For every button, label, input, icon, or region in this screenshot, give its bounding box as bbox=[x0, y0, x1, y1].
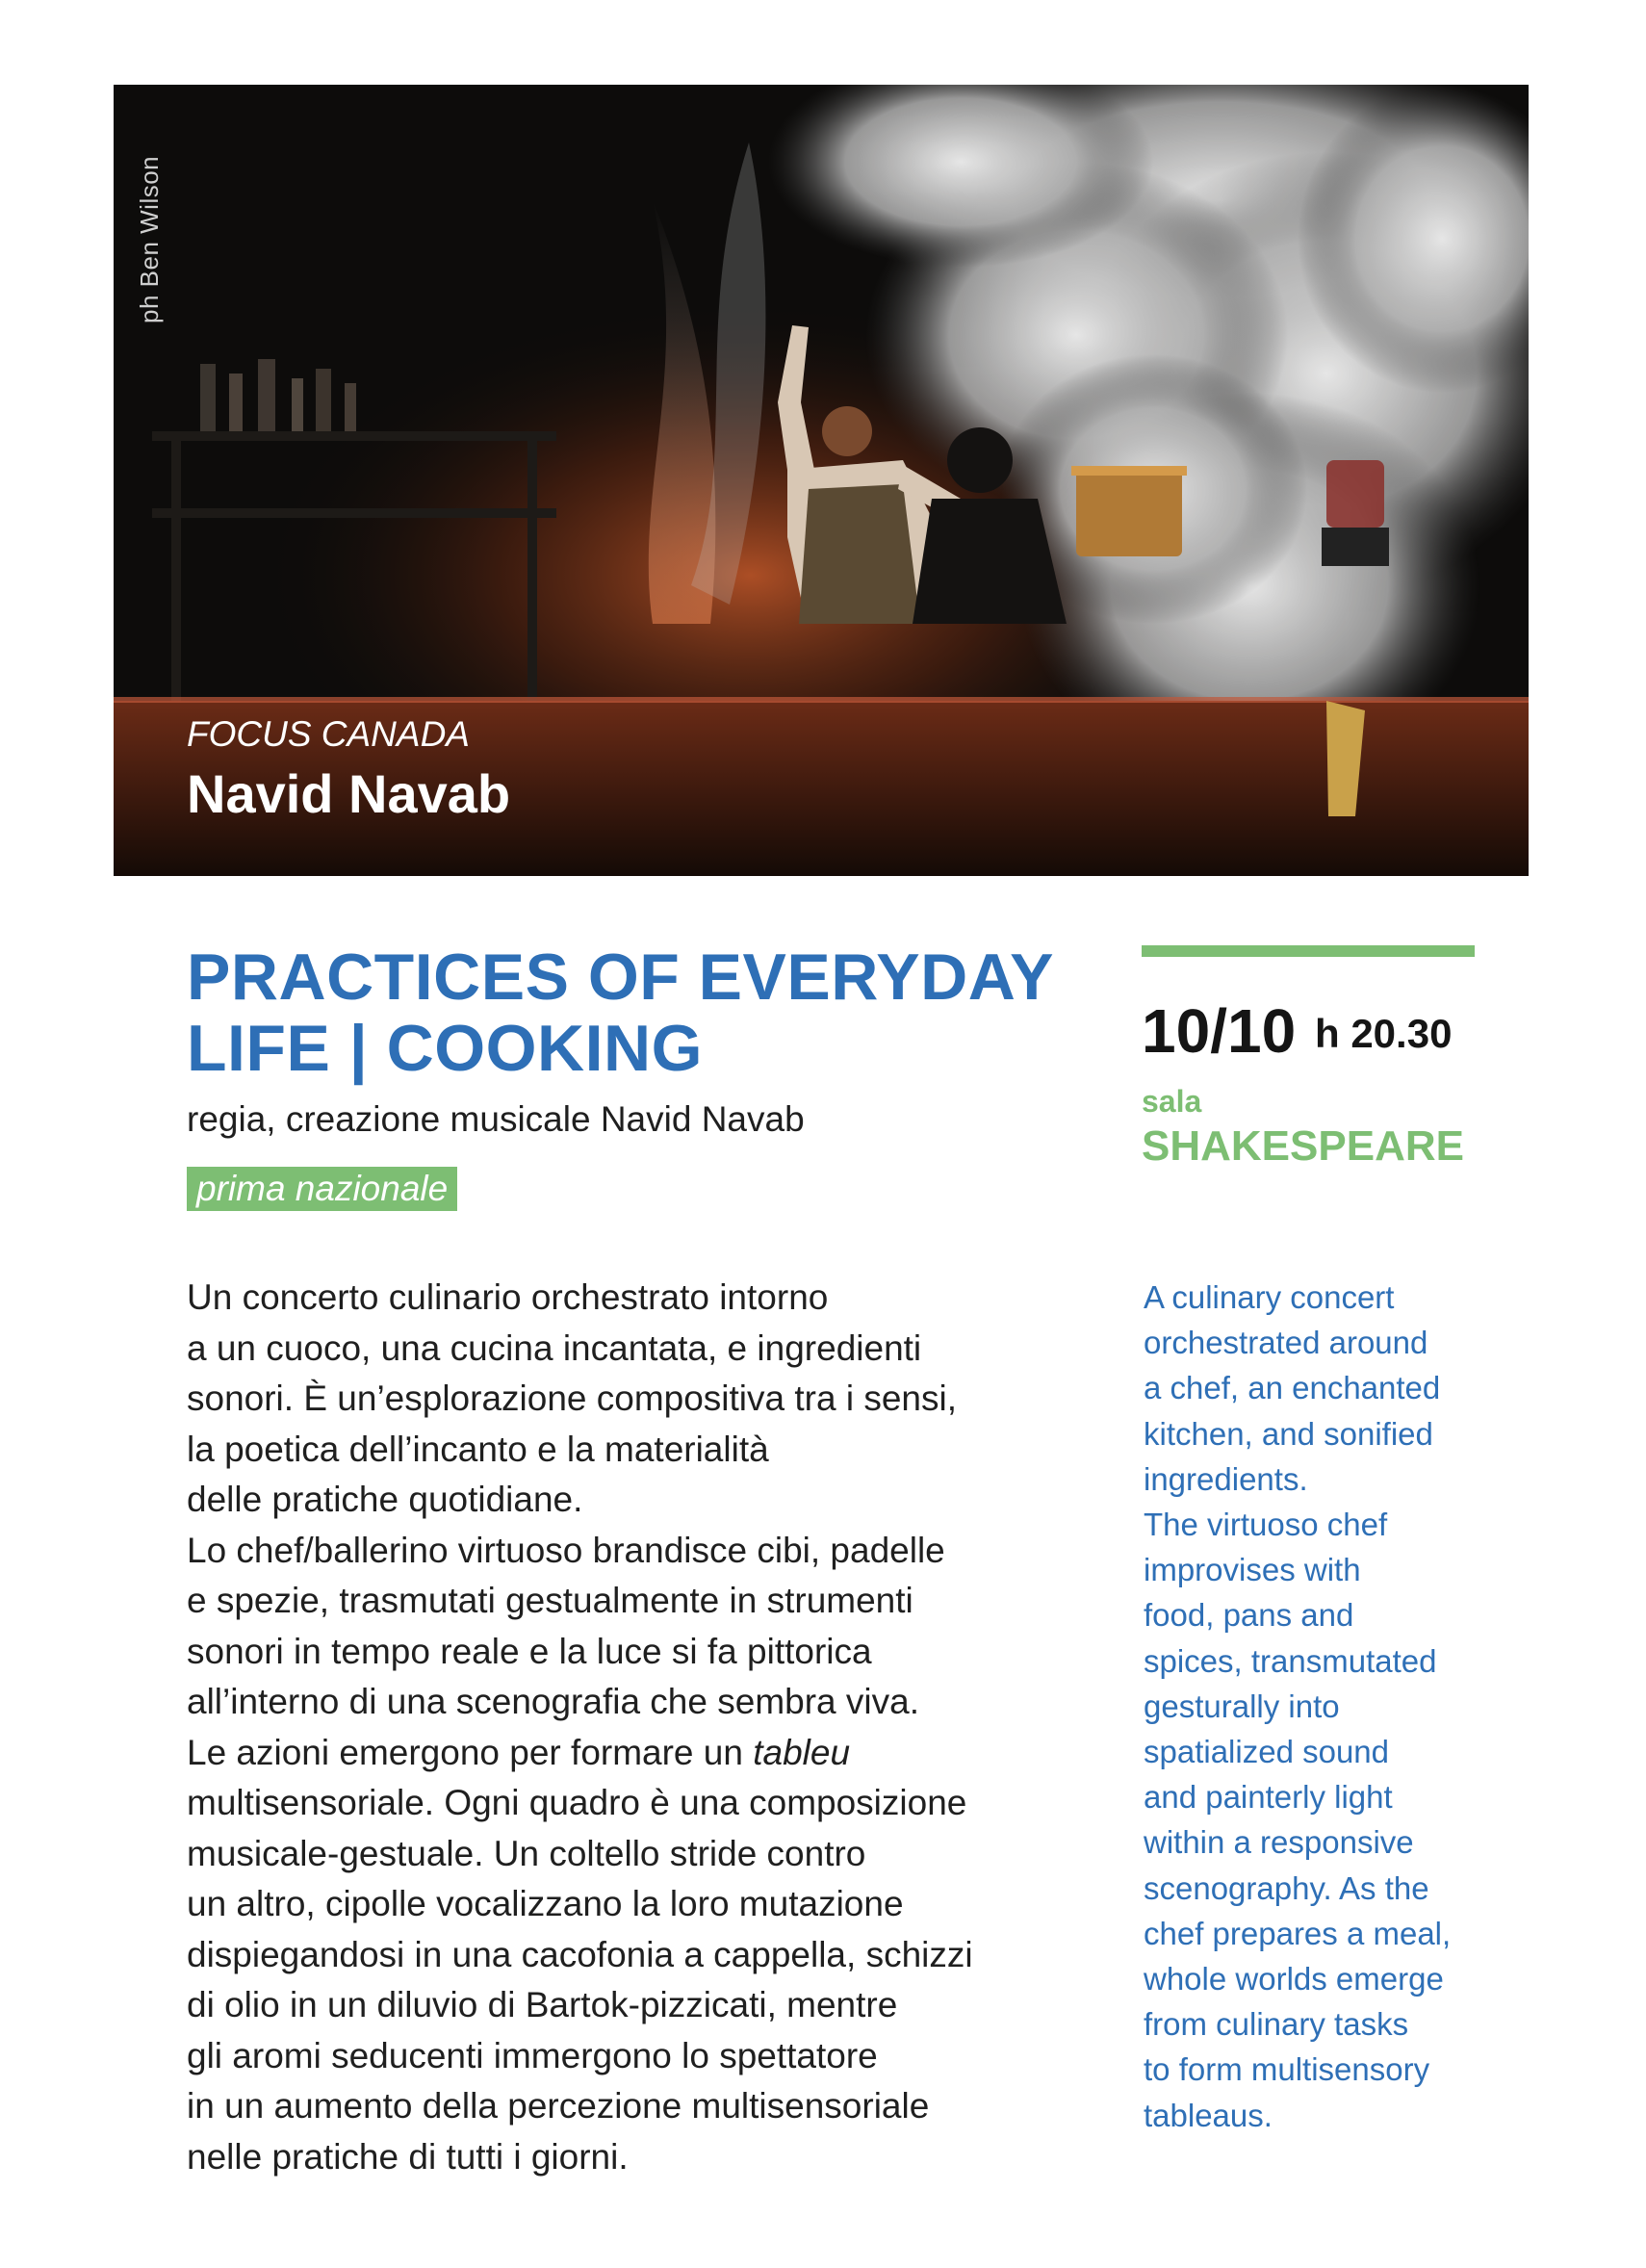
description-it-line: musicale-gestuale. Un coltello stride contro bbox=[187, 1833, 866, 1873]
description-it-line: gli aromi seducenti immergono lo spettatore bbox=[187, 2035, 878, 2075]
description-it-line: in un aumento della percezione multisensoriale bbox=[187, 2086, 930, 2126]
description-it-line: delle pratiche quotidiane. bbox=[187, 1480, 583, 1519]
artist-name: Navid Navab bbox=[187, 763, 511, 824]
description-it-line: sonori in tempo reale e la luce si fa pittorica bbox=[187, 1631, 872, 1671]
description-en-line: tableaus. bbox=[1144, 2097, 1273, 2133]
description-en-line: gesturally into bbox=[1144, 1688, 1340, 1724]
show-title bbox=[187, 941, 1053, 1084]
description-en-line: A culinary concert bbox=[1144, 1279, 1395, 1315]
description-en-line: and painterly light bbox=[1144, 1779, 1393, 1816]
description-en-line: to form multisensory bbox=[1144, 2051, 1430, 2088]
show-date: 10/10 bbox=[1142, 996, 1297, 1066]
description-it-line: Un concerto culinario orchestrato intorno bbox=[187, 1277, 829, 1317]
description-it-line: dispiegandosi in una cacofonia a cappella, schizzi bbox=[187, 1934, 973, 1974]
description-it-line: all’interno di una scenografia che sembra viva. bbox=[187, 1682, 919, 1721]
focus-kicker: FOCUS CANADA bbox=[187, 714, 470, 754]
description-en-line: kitchen, and sonified bbox=[1144, 1415, 1433, 1452]
show-title-line-2: LIFE | COOKING bbox=[187, 1012, 704, 1085]
venue-name: SHAKESPEARE bbox=[1142, 1122, 1464, 1170]
show-time: h 20.30 bbox=[1315, 1011, 1453, 1056]
description-en-line: whole worlds emerge bbox=[1144, 1961, 1444, 1997]
description-it-line: sonori. È un’esplorazione compositiva tra i sensi, bbox=[187, 1379, 957, 1418]
description-it-text: Le azioni emergono per formare un bbox=[187, 1732, 754, 1772]
description-it-line: nelle pratiche di tutti i giorni. bbox=[187, 2136, 629, 2177]
description-it-line: a un cuoco, una cucina incantata, e ingredienti bbox=[187, 1327, 922, 1368]
description-en-line: spices, transmutated bbox=[1144, 1642, 1437, 1679]
description-it-line bbox=[187, 1728, 1053, 1779]
description-it-italic-word: tableu bbox=[753, 1732, 851, 1772]
stage-photo bbox=[114, 85, 1529, 876]
description-it-line: un altro, cipolle vocalizzano la loro mutazione bbox=[187, 1884, 904, 1923]
show-title-line-1: PRACTICES OF EVERYDAY bbox=[187, 941, 1054, 1014]
description-en-line: food, pans and bbox=[1144, 1597, 1354, 1634]
description-en-line: within a responsive bbox=[1144, 1824, 1414, 1861]
description-it-line: e spezie, trasmutati gestualmente in strumenti bbox=[187, 1581, 913, 1620]
stage-photo-illustration bbox=[114, 85, 1529, 876]
photo-credit: ph Ben Wilson bbox=[135, 155, 164, 323]
description-it-line: Lo chef/ballerino virtuoso brandisce cibi, padelle bbox=[187, 1530, 945, 1570]
description-en-line: a chef, an enchanted bbox=[1144, 1370, 1441, 1406]
description-italian bbox=[187, 1273, 1053, 2182]
venue-label: sala bbox=[1142, 1084, 1202, 1119]
description-it-line: di olio in un diluvio di Bartok-pizzicati, mentre bbox=[187, 1985, 898, 2024]
premiere-badge: prima nazionale bbox=[187, 1167, 457, 1211]
description-en-line: scenography. As the bbox=[1144, 1869, 1429, 1906]
description-en-line: ingredients. bbox=[1144, 1460, 1308, 1497]
description-en-line: The virtuoso chef bbox=[1144, 1507, 1388, 1543]
description-en-line: improvises with bbox=[1144, 1552, 1361, 1588]
show-credits: regia, creazione musicale Navid Navab bbox=[187, 1099, 805, 1139]
description-english bbox=[1144, 1275, 1490, 2138]
description-en-line: orchestrated around bbox=[1144, 1325, 1428, 1361]
description-it-line: la poetica dell’incanto e la materialità bbox=[187, 1429, 769, 1469]
description-en-line: spatialized sound bbox=[1144, 1734, 1390, 1770]
description-en-line: from culinary tasks bbox=[1144, 2006, 1409, 2043]
accent-divider bbox=[1142, 945, 1475, 957]
description-en-line: chef prepares a meal, bbox=[1144, 1915, 1452, 1951]
description-it-line: multisensoriale. Ogni quadro è una composizione bbox=[187, 1783, 967, 1822]
